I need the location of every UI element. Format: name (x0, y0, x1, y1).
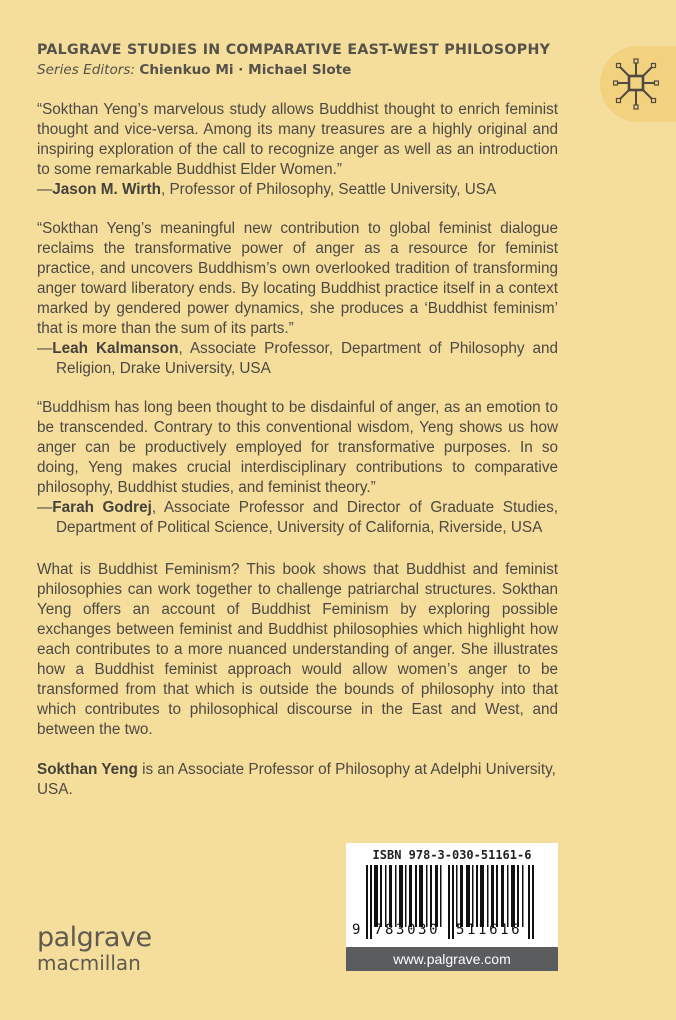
em-dash: — (37, 499, 53, 516)
author-bio (37, 760, 558, 800)
series-header (37, 40, 597, 80)
author-name: Sokthan Yeng (37, 761, 138, 778)
em-dash: — (37, 340, 53, 357)
quote-text: “Sokthan Yeng’s meaningful new contribution to global feminist dialogue reclaims the transformative power of anger as a resource for feminist practice, and uncovers Buddhism’s own overlooked tradition of transforming anger toward liberatory ends. By locating Buddhist practice itself in a context marked by gendered power dynamics, she produces a ‘Buddhist feminism’ that is more than the sum of its parts.” (37, 220, 558, 337)
author-bio-text: is an Associate Professor of Philosophy at Adelphi University, USA. (37, 761, 556, 798)
series-editors-names: Chienkuo Mi · Michael Slote (139, 62, 352, 78)
quote-text: “Sokthan Yeng’s marvelous study allows Buddhist thought to enrich feminist thought and vice-versa. Among its many treasures are a highly original and inspiring exploration of the call to recognize anger as well as an introduction to some remarkable Buddhist Elder Women.” (37, 101, 558, 178)
endorsement-quote (37, 219, 558, 379)
barcode-digit-first: 9 (352, 922, 361, 938)
publisher-logo (37, 922, 152, 975)
endorsement-quote (37, 100, 558, 200)
quote-attribution (37, 339, 558, 379)
book-description: What is Buddhist Feminism? This book shows that Buddhist and feminist philosophies can work together to challenge patriarchal structures. Sokthan Yeng offers an account of Buddhist Feminism by exploring possible exchanges between feminist and Buddhist philosophies which highlight how each contributes to a more nuanced understanding of anger. She illustrates how a Buddhist feminist approach would allow women’s anger to be transformed from that which is outside the bounds of philosophy into that which contributes to philosophical discourse in the East and West, and between the two. (37, 561, 558, 738)
series-editors-label: Series Editors: (37, 62, 136, 78)
quote-attribution (37, 180, 558, 200)
quote-author: Leah Kalmanson (52, 340, 179, 357)
quote-author: Jason M. Wirth (52, 181, 161, 198)
endorsement-quote (37, 398, 558, 538)
network-square-icon (613, 56, 659, 112)
series-title: PALGRAVE STUDIES IN COMPARATIVE EAST-WEST PHILOSOPHY (37, 42, 551, 58)
publisher-logo-line2: macmillan (37, 951, 141, 975)
series-editors (37, 60, 597, 80)
publisher-url[interactable]: www.palgrave.com (346, 947, 558, 971)
quote-author: Farah Godrej (52, 499, 152, 516)
quote-attribution (37, 498, 558, 538)
quote-affiliation: , Associate Professor and Director of Graduate Studies, Department of Political Science, University of California, Riverside, USA (56, 499, 559, 536)
series-logo-badge (600, 46, 676, 122)
isbn-label: ISBN 978-3-030-51161-6 (372, 848, 532, 862)
quote-text: “Buddhism has long been thought to be disdainful of anger, as an emotion to be transcended. Contrary to this conventional wisdom, Yeng shows us how anger can be productively employed for transformative purposes. In so doing, Yeng makes crucial interdisciplinary contributions to comparative philosophy, Buddhist studies, and feminist theory.” (37, 399, 558, 496)
em-dash: — (37, 181, 53, 198)
quote-affiliation: , Professor of Philosophy, Seattle University, USA (160, 181, 497, 198)
back-cover-content (37, 100, 558, 800)
quote-affiliation: , Associate Professor, Department of Philosophy and Religion, Drake University, USA (56, 340, 559, 377)
publisher-logo-line1: palgrave (37, 922, 152, 953)
isbn-barcode (346, 843, 558, 971)
barcode-digits-right: 511616 (456, 922, 523, 938)
barcode-digits-left: 783030 (374, 922, 441, 938)
